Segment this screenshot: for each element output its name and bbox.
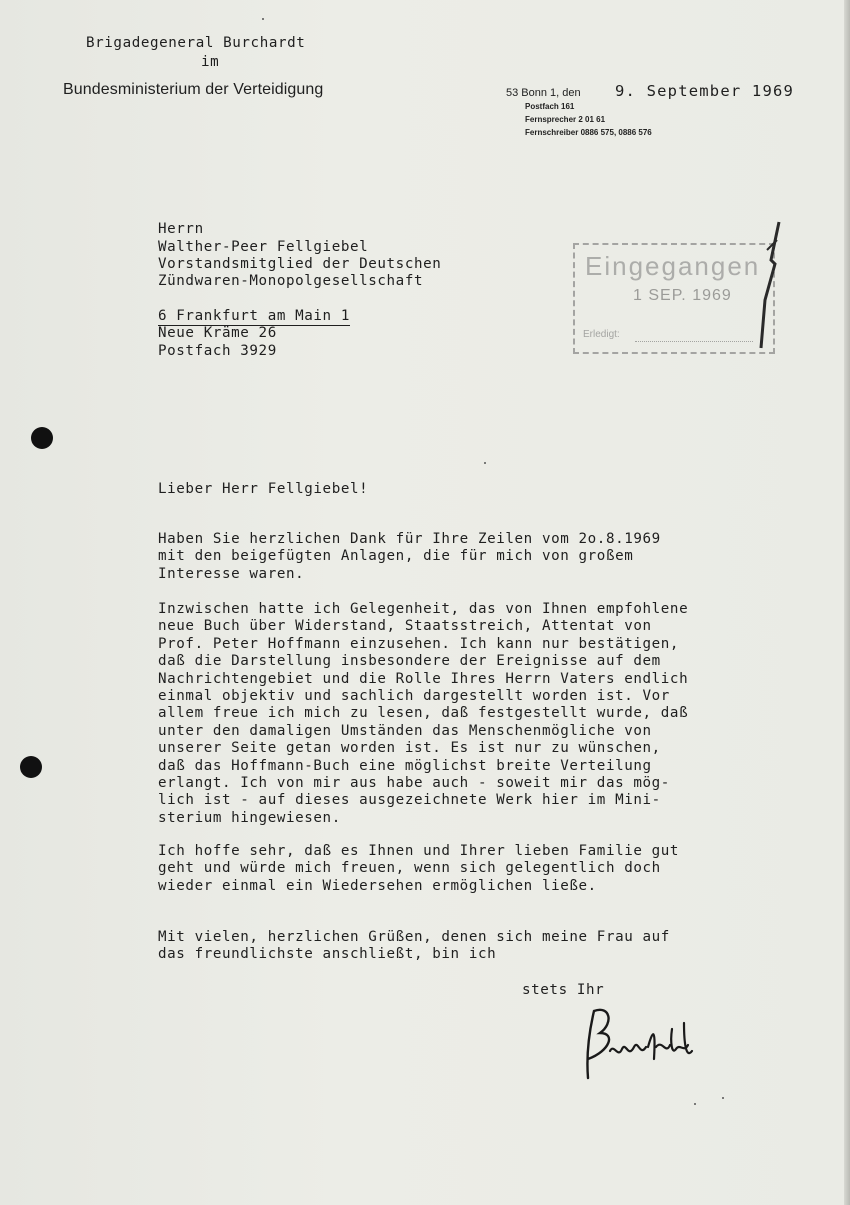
closing: stets Ihr [522,982,605,998]
recipient-line: Herrn [158,221,204,237]
sender-postfach: Postfach 161 [525,102,575,111]
received-stamp [573,243,775,354]
stamp-title: Eingegangen [585,251,761,281]
text-line: Nachrichtengebiet und die Rolle Ihres Herrn Vaters endlich [158,670,689,687]
text-line: einmal objektiv und sachlich dargestellt worden ist. Vor [158,687,670,704]
text-line: mit den beigefügten Anlagen, die für mich von großem [158,548,634,565]
text-line: daß das Hoffmann-Buch eine möglichst breite Verteilung [158,757,652,774]
recipient-line: Vorstandsmitglied der Deutschen [158,256,442,272]
recipient-line: Walther-Peer Fellgiebel [158,239,369,255]
body-paragraph [158,531,778,583]
city-date-label: 53 Bonn 1, den [506,87,581,99]
text-line: unserer Seite getan worden ist. Es ist nur zu wünschen, [158,740,661,757]
text-line: sterium hingewiesen. [158,809,341,826]
paper-speck [694,1103,696,1105]
text-line: Prof. Peter Hoffmann einzusehen. Ich kann nur bestätigen, [158,635,680,652]
text-line: Ich hoffe sehr, daß es Ihnen und Ihrer lieben Familie gut [158,843,680,859]
letter-date: 9. September 1969 [615,82,795,100]
text-line: Interesse waren. [158,565,305,582]
recipient-line: Postfach 3929 [158,343,277,359]
ministry-name: Bundesministerium der Verteidigung [63,81,324,98]
sender-phone: Fernsprecher 2 01 61 [525,115,606,124]
paper-speck [262,18,264,20]
recipient-line: Neue Kräme 26 [158,325,277,341]
text-line: wieder einmal ein Wiedersehen ermöglichen ließe. [158,877,597,894]
text-line: Mit vielen, herzlichen Grüßen, denen sich meine Frau auf [158,929,670,945]
body-paragraph [158,929,778,964]
text-line: neue Buch über Widerstand, Staatsstreich, Attentat von [158,618,652,635]
paper-speck [484,462,486,464]
stamp-label: Erledigt: [583,329,620,340]
recipient-line: Zündwaren-Monopolgesellschaft [158,273,424,289]
text-line: geht und würde mich freuen, wenn sich gelegentlich doch [158,860,661,877]
salutation: Lieber Herr Fellgiebel! [158,481,369,497]
text-line: lich ist - auf dieses ausgezeichnete Werk hier im Mini- [158,792,661,809]
paper-edge [844,0,850,1205]
handwritten-signature [580,1003,710,1093]
sender-telex: Fernschreiber 0886 575, 0886 576 [525,128,652,137]
recipient-city: 6 Frankfurt am Main 1 [158,308,350,324]
text-line: das freundlichste anschließt, bin ich [158,946,497,963]
body-paragraph [158,601,778,827]
sender-name: Brigadegeneral Burchardt [86,35,306,51]
stamp-date: 1 SEP. 1969 [633,287,732,304]
text-line: Inzwischen hatte ich Gelegenheit, das von Ihnen empfohlene [158,601,689,617]
text-line: unter den damaligen Umständen das Menschenmögliche von [158,722,652,739]
paper-speck [722,1097,724,1099]
stamp-line [635,341,753,342]
text-line: Haben Sie herzlichen Dank für Ihre Zeilen vom 2o.8.1969 [158,531,661,547]
punch-hole [20,756,42,778]
body-paragraph [158,843,778,895]
text-line: allem freue ich mich zu lesen, daß festgestellt wurde, daß [158,705,689,722]
text-line: daß die Darstellung insbesondere der Ereignisse auf dem [158,653,661,670]
punch-hole [31,427,53,449]
text-line: erlangt. Ich von mir aus habe auch - soweit mir das mög- [158,774,670,791]
pen-mark-icon [753,220,783,350]
sender-in: im [201,54,220,70]
